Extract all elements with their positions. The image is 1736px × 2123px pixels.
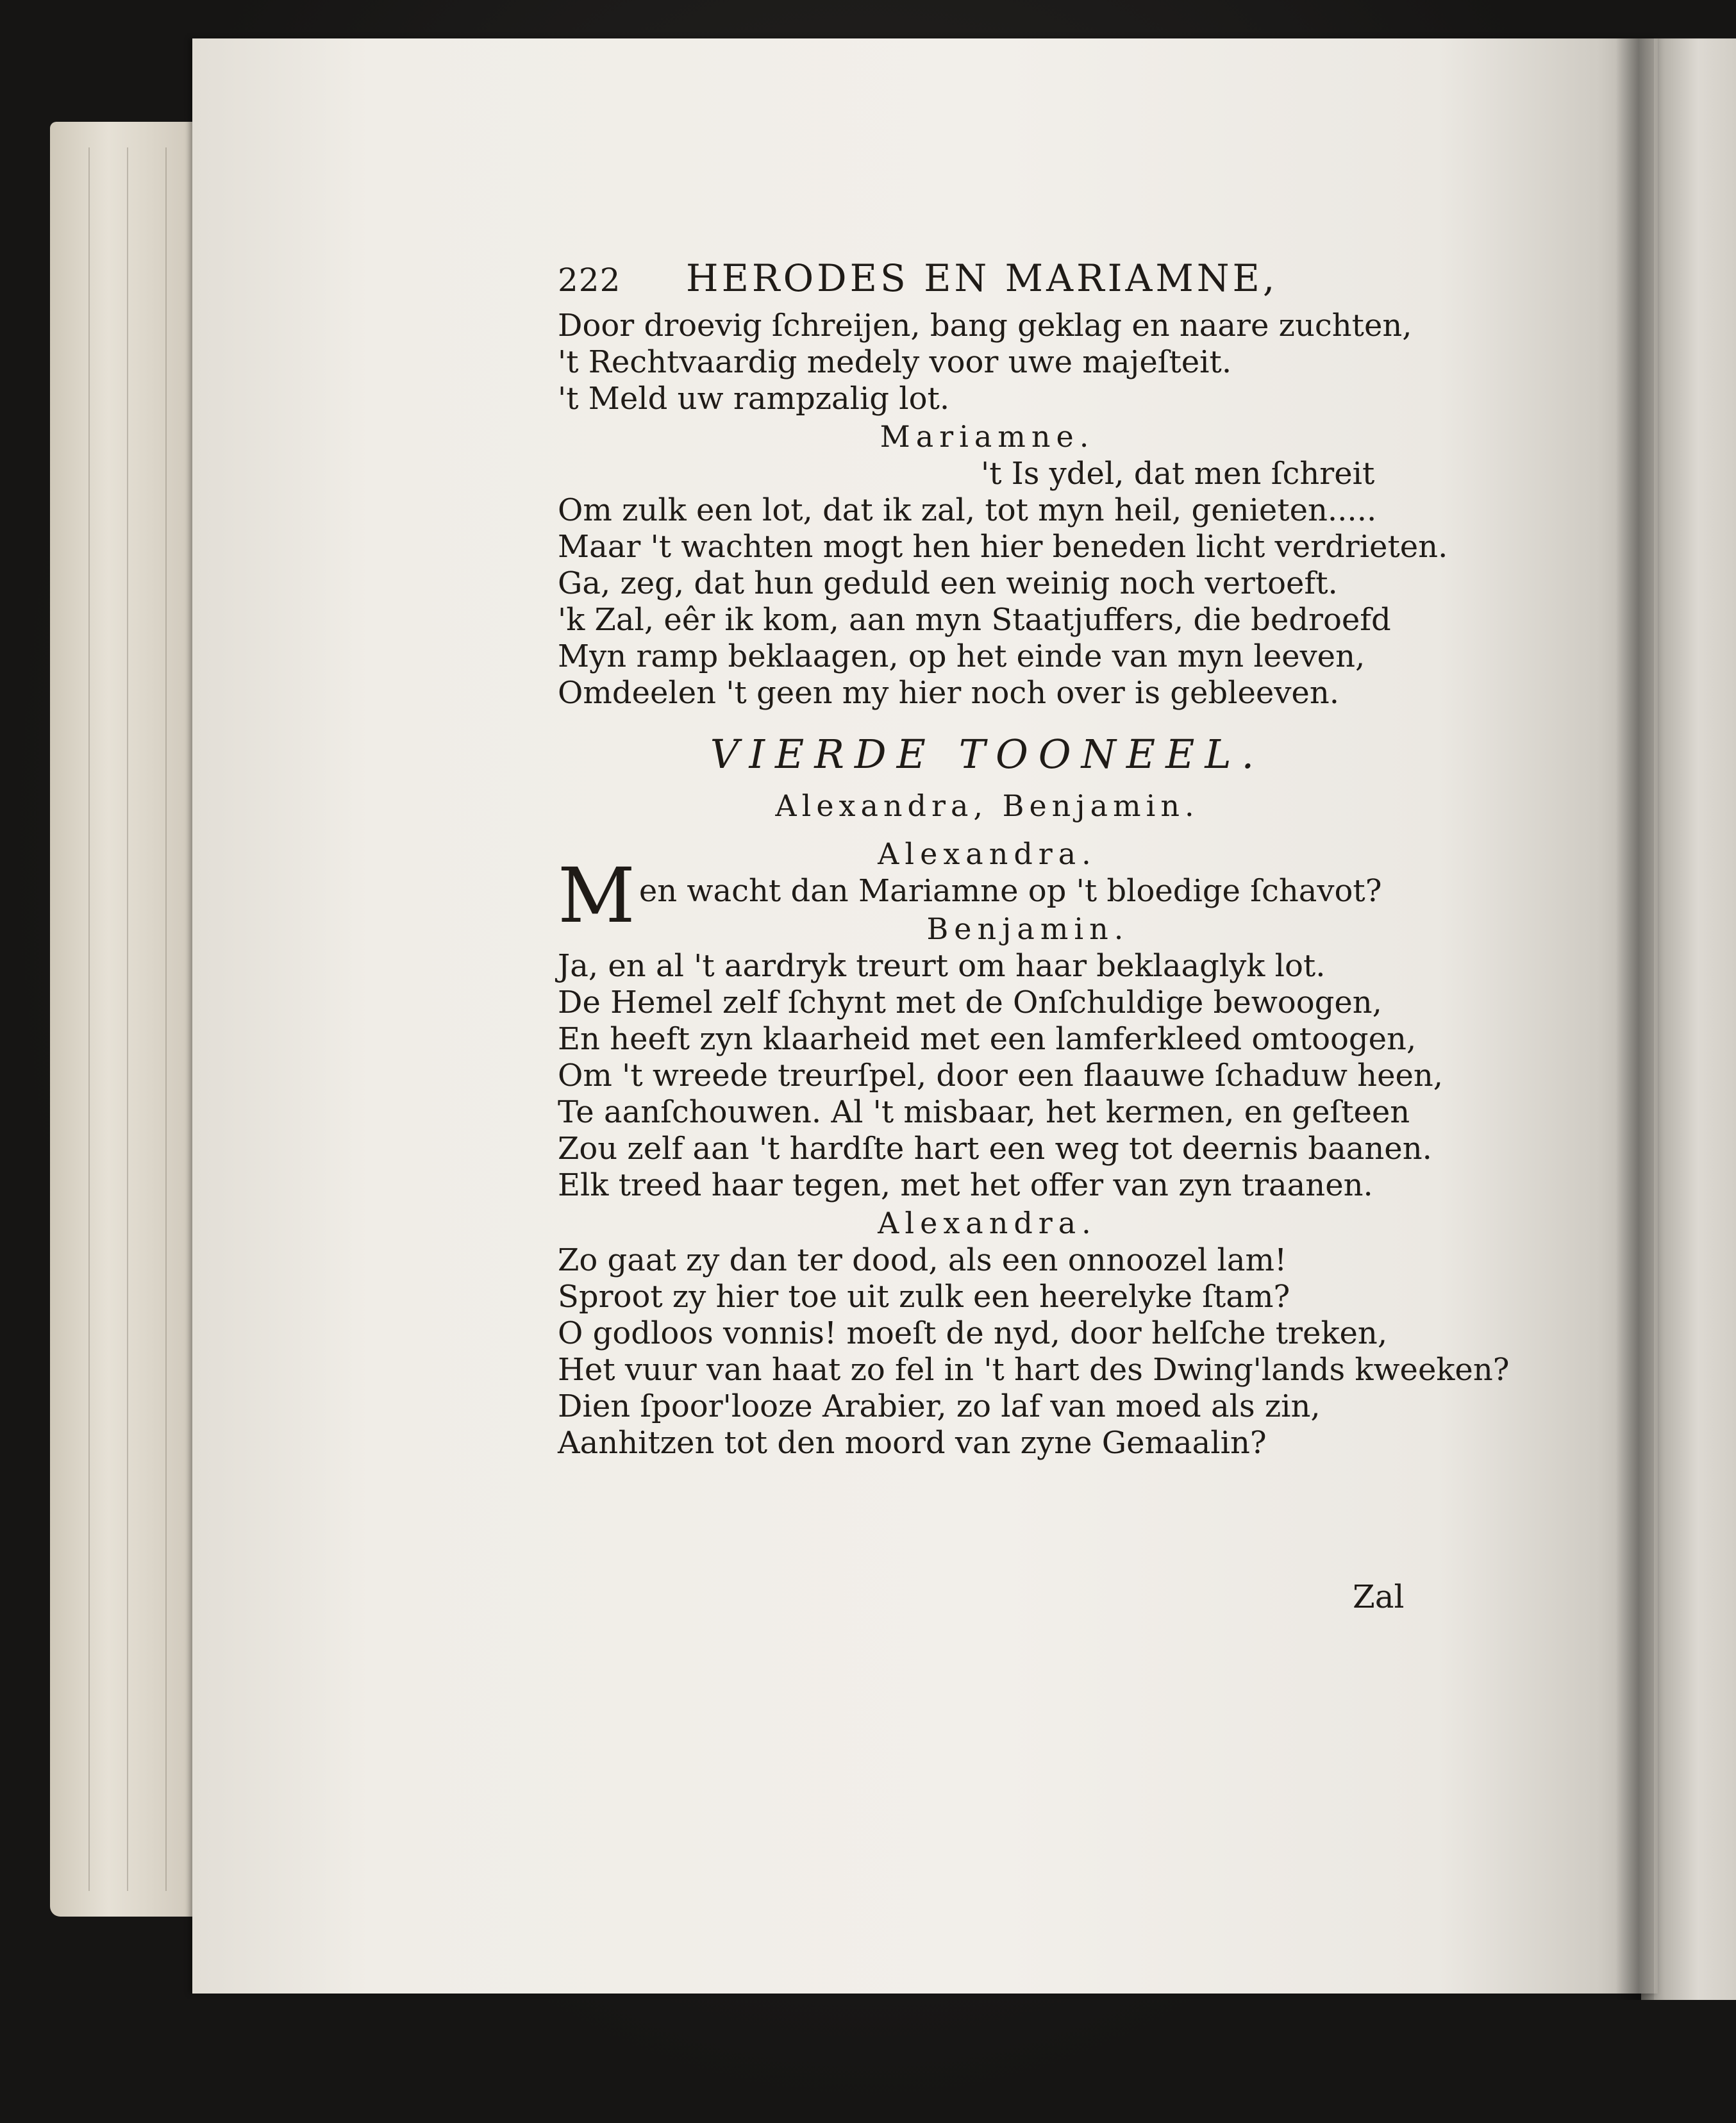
drop-capital: M [558,851,635,940]
verse-line: Myn ramp beklaagen, op het einde van myn leeven, [558,638,1365,674]
verse-line: Het vuur van haat zo fel in 't hart des Dwing'lands kweeken? [558,1352,1510,1388]
verse-line: Maar 't wachten mogt hen hier beneden licht verdrieten. [558,529,1448,565]
book-page-edges [50,122,217,1917]
verse-line: Aanhitzen tot den moord van zyne Gemaalin? [558,1425,1267,1461]
verse-line: Ga, zeg, dat hun geduld een weinig noch vertoeft. [558,565,1338,601]
verse-line: Door droevig ſchreijen, bang geklag en naare zuchten, [558,308,1412,344]
scene-persons: Alexandra, Benjamin. [775,788,1199,823]
speaker-name: Benjamin. [926,912,1130,946]
verse-line-text: en wacht dan Mariamne op 't bloedige ſchavot? [638,873,1382,909]
gutter-shadow [1615,38,1654,2000]
page-text-block [558,256,1510,1461]
verse-line: Sproot zy hier toe uit zulk een heerelyke ſtam? [558,1279,1290,1315]
verse-line: Omdeelen 't geen my hier noch over is gebleeven. [558,675,1340,711]
verse-line: O godloos vonnis! moeſt de nyd, door helſche treken, [558,1315,1388,1351]
speaker-name: Alexandra. [878,1206,1097,1240]
speaker-name: Mariamne. [880,419,1095,454]
catchword: Zal [1353,1578,1405,1615]
running-title: HERODES EN MARIAMNE, [686,256,1278,300]
verse-line: Om zulk een lot, dat ik zal, tot myn heil, genieten..... [558,492,1377,528]
verse-line: En heeft zyn klaarheid met een lamferkleed omtoogen, [558,1021,1417,1057]
verse-line: Dien ſpoor'looze Arabier, zo laf van moed als zin, [558,1388,1321,1424]
verse-line: 't Rechtvaardig medely voor uwe majeſteit. [558,344,1232,380]
running-header [558,256,1417,308]
page-number: 222 [558,262,621,299]
scene-title: VIERDE TOONEEL. [710,731,1265,778]
verse-line: Om 't wreede treurſpel, door een flaauwe ſchaduw heen, [558,1058,1444,1094]
verse-line: De Hemel zelf ſchynt met de Onſchuldige bewoogen, [558,985,1382,1020]
verse-line: Elk treed haar tegen, met het offer van zyn traanen. [558,1167,1373,1203]
verse-line: Zo gaat zy dan ter dood, als een onnoozel lam! [558,1242,1287,1278]
verse-line: Zou zelf aan 't hardſte hart een weg tot deernis baanen. [558,1131,1432,1167]
verse-line: 'k Zal, eêr ik kom, aan myn Staatjuffers, die bedroefd [558,602,1391,638]
verse-line: Te aanſchouwen. Al 't misbaar, het kermen, en geſteen [558,1094,1410,1130]
verse-line: 't Is ydel, dat men ſchreit [981,456,1375,492]
verse-line: Ja, en al 't aardryk treurt om haar beklaaglyk lot. [558,948,1326,984]
verse-line: 't Meld uw rampzalig lot. [558,381,950,417]
speaker-name: Alexandra. [878,837,1097,871]
